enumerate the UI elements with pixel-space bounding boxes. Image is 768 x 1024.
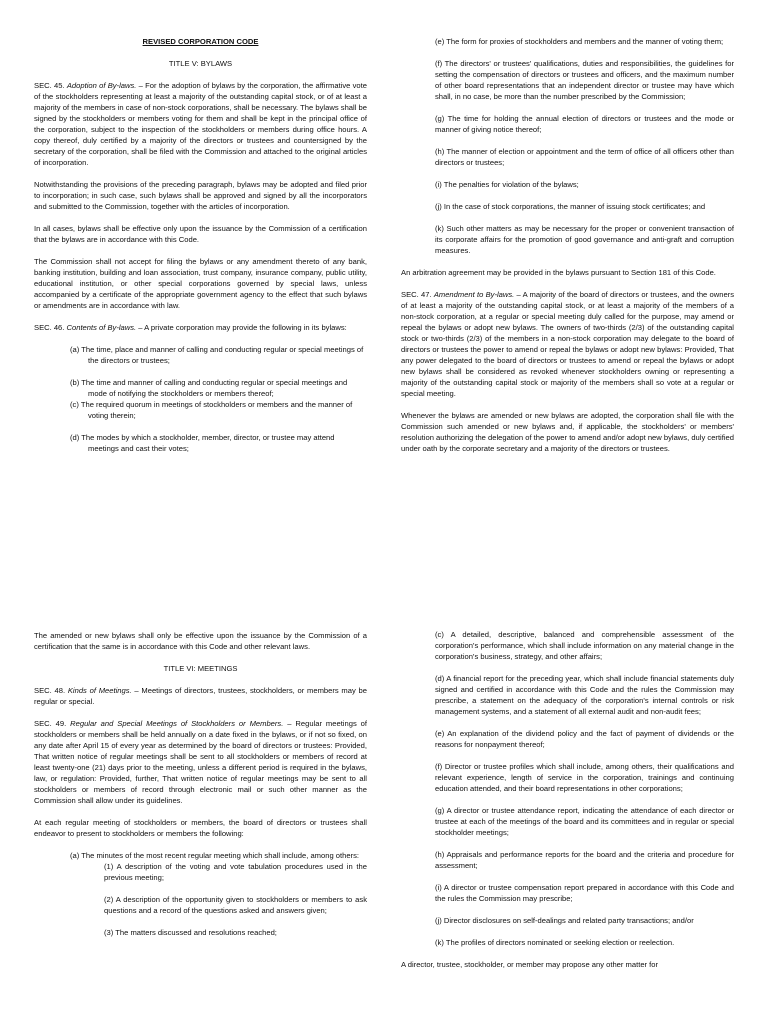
page2-left-column <box>34 630 367 949</box>
each-regular-meeting-paragraph: At each regular meeting of stockholders or members, the board of directors or trustees shall endeavor to present to stockholders or members the following: <box>34 818 367 838</box>
meeting-subitems <box>34 861 367 938</box>
meeting-item-a <box>34 850 367 861</box>
list-item: (k) The profiles of directors nominated or seeking election or reelection. <box>435 938 675 947</box>
list-item: (i) The penalties for violation of the bylaws; <box>435 180 579 189</box>
all-cases-paragraph: In all cases, bylaws shall be effective only upon the issuance by the Commission of a certification that the bylaws are in accordance with this Code. <box>34 224 367 244</box>
sec45-heading: Adoption of By-laws. <box>66 81 137 90</box>
sec45-paragraph <box>34 80 367 168</box>
sec46-paragraph <box>34 322 367 333</box>
title-vi-heading: TITLE VI: MEETINGS <box>163 664 238 673</box>
list-item: (2) A description of the opportunity given to stockholders or members to ask questions and a record of the questions asked and answers given; <box>104 895 367 915</box>
sec45-text: – For the adoption of bylaws by the corporation, the affirmative vote of the stockholders representing at least a majority of the outstanding capital stock, or of at least a majority of the members in case of non-stock corporations, shall be necessary. The bylaws shall be signed by the stockholders or members voting for them and shall be kept in the principal office of the corporation, subject to the inspection of the stockholders or members during office hours. A copy thereof, duly certified by a majority of the directors or trustees and countersigned by the secretary of the corporation, shall be filed with the Commission and attached to the original articles of incorporation. <box>34 81 367 167</box>
sec48-paragraph <box>34 685 367 707</box>
list-item: (c) A detailed, descriptive, balanced and comprehensible assessment of the corporation's performance, which shall include information on any material change in the corporation's business, strategy, and other affairs; <box>435 630 734 661</box>
list-item: (i) A director or trustee compensation report prepared in accordance with this Code and the rules the Commission may prescribe; <box>435 883 734 903</box>
sec48-label: SEC. 48. <box>34 686 66 695</box>
page1-left-column <box>34 36 367 454</box>
list-item: (j) Director disclosures on self-dealings and related party transactions; and/or <box>435 916 694 925</box>
list-item: (e) The form for proxies of stockholders and members and the manner of voting them; <box>435 37 724 46</box>
list-item: (e) An explanation of the dividend policy and the fact of payment of dividends or the reasons for nonpayment thereof; <box>435 729 734 749</box>
list-item: (g) A director or trustee attendance report, indicating the attendance of each director or trustee at each of the meetings of the board and its committees and in regular or special stockholder meetings; <box>435 806 734 837</box>
sec46-text: – A private corporation may provide the following in its bylaws: <box>136 323 347 332</box>
page2-right-column <box>401 629 734 981</box>
list-item: (1) A description of the voting and vote tabulation procedures used in the previous meeting; <box>104 862 367 882</box>
sec49-text: – Regular meetings of stockholders or members shall be held annually on a date fixed in the bylaws, or if not so fixed, on any date after April 15 of every year as determined by the board of directors or trustees: Provided, That written notice of regular meetings shall be sent to all stockholders or members of record at least twenty-one (21) days prior to the meeting, unless a different period is required in the bylaws, law, or regulation: Provided, further, That written notice of regular meetings may be sent to all stockholders or members of record through electronic mail or such other manner as the Commission shall allow under its guidelines. <box>34 719 367 805</box>
sec46-label: SEC. 46. <box>34 323 65 332</box>
list-item: (f) Director or trustee profiles which shall include, among others, their qualifications and relevant experience, length of service in the corporation, trainings and continuing education attended, and their board representations in other corporations; <box>435 762 734 793</box>
list-item: (a) The time, place and manner of calling and conducting regular or special meetings of the directors or trustees; <box>70 345 364 365</box>
list-item: (h) The manner of election or appointment and the term of office of all officers other than directors or trustees; <box>435 147 734 167</box>
sec47-heading: Amendment to By-laws. <box>433 290 515 299</box>
sec49-label: SEC. 49. <box>34 719 67 728</box>
notwithstanding-paragraph: Notwithstanding the provisions of the preceding paragraph, bylaws may be adopted and filed prior to incorporation; in such case, such bylaws shall be approved and signed by all the incorporators and submitted to the Commission, together with the articles of incorporation. <box>34 180 367 211</box>
arbitration-paragraph: An arbitration agreement may be provided in the bylaws pursuant to Section 181 of this Code. <box>401 268 716 277</box>
list-item: (g) The time for holding the annual election of directors or trustees and the mode or manner of giving notice thereof; <box>435 114 734 134</box>
list-item: (j) In the case of stock corporations, the manner of issuing stock certificates; and <box>435 202 706 211</box>
whenever-paragraph: Whenever the bylaws are amended or new bylaws are adopted, the corporation shall file with the Commission such amended or new bylaws and, if applicable, the stockholders' or members' resolution authorizing the delegation of the power to amend and/or adopt new bylaws, duly certified under oath by the corporate secretary and a majority of the directors or trustees. <box>401 411 734 453</box>
list-item: (h) Appraisals and performance reports for the board and the criteria and procedure for assessment; <box>435 850 734 870</box>
sec47-text: – A majority of the board of directors or trustees, and the owners of at least a majority of the outstanding capital stock, or at least a majority of the members of a non-stock corporation, at a regular or special meeting duly called for the purpose, may amend or repeal the bylaws or adopt new bylaws. The owners of two-thirds (2/3) of the outstanding capital stock or two-thirds (2/3) of the members in a non-stock corporation may delegate to the board of directors or trustees the power to amend or repeal the bylaws or adopt new bylaws: Provided, That any power delegated to the board of directors or trustees to amend or repeal the bylaws or adopt new bylaws shall be considered as revoked whenever stockholders owning or representing a majority of the outstanding capital stock or majority of the members shall so vote at a regular or special meeting. <box>401 290 734 398</box>
commission-paragraph: The Commission shall not accept for filing the bylaws or any amendment thereto of any bank, banking institution, building and loan association, trust company, insurance company, public utility, educational institution, or other special corporations governed by special laws, unless accompanied by a certificate of the appropriate government agency to the effect that such bylaws or amendments are in accordance with law. <box>34 257 367 310</box>
cutoff-paragraph: A director, trustee, stockholder, or member may propose any other matter for <box>401 960 659 969</box>
sec48-heading: Kinds of Meetings. <box>67 686 132 695</box>
bylaw-items-a-d <box>34 344 367 454</box>
page1-right-column <box>401 36 734 465</box>
sec45-label: SEC. 45. <box>34 81 65 90</box>
sec46-heading: Contents of By-laws. <box>66 323 137 332</box>
document-page-2 <box>0 512 768 1024</box>
list-item: (3) The matters discussed and resolutions reached; <box>104 928 277 937</box>
bylaw-items-e-k <box>401 36 734 256</box>
meeting-items-c-k <box>401 629 734 948</box>
amended-bylaws-paragraph: The amended or new bylaws shall only be effective upon the issuance by the Commission of a certification that the same is in accordance with this Code and other relevant laws. <box>34 631 367 651</box>
list-item: (f) The directors' or trustees' qualifications, duties and responsibilities, the guidelines for setting the compensation of directors or trustees and officers, and the maximum number of other board representations that an independent director or trustee may have which shall, in no case, be more than the number prescribed by the Commission; <box>435 59 734 101</box>
sec47-label: SEC. 47. <box>401 290 432 299</box>
sec47-paragraph <box>401 289 734 399</box>
sec48-text: – Meetings of directors, trustees, stockholders, or members may be regular or special. <box>34 686 367 706</box>
document-title: REVISED CORPORATION CODE <box>142 37 259 46</box>
list-item: (c) The required quorum in meetings of stockholders or members and the manner of voting therein; <box>70 400 353 420</box>
list-item: (d) The modes by which a stockholder, member, director, or trustee may attend meetings and cast their votes; <box>70 433 335 453</box>
title-v-heading: TITLE V: BYLAWS <box>168 59 233 68</box>
sec49-paragraph <box>34 718 367 806</box>
sec49-heading: Regular and Special Meetings of Stockholders or Members. <box>70 719 284 728</box>
list-item: (b) The time and manner of calling and conducting regular or special meetings and mode of notifying the stockholders or members thereof; <box>70 378 348 398</box>
list-item: (a) The minutes of the most recent regular meeting which shall include, among others: <box>70 851 359 860</box>
list-item: (d) A financial report for the preceding year, which shall include financial statements duly signed and certified in accordance with this Code and the rules the Commission may prescribe, a statement on the adequacy of the corporation's internal controls or risk management systems, and a statement of all external audit and non-audit fees; <box>435 674 734 716</box>
list-item: (k) Such other matters as may be necessary for the proper or convenient transaction of its corporate affairs for the promotion of good governance and anti-graft and corruption measures. <box>435 224 734 255</box>
